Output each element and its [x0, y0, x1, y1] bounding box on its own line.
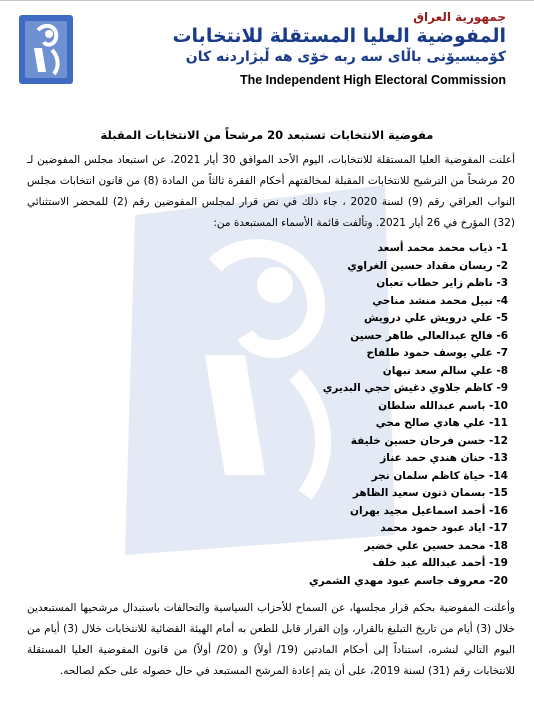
list-item: [208, 485, 508, 503]
commission-name-kurdish: كۆميسيۆنی باڵای سه ربه خۆی هه ڵبژاردنه كان: [185, 49, 506, 65]
list-item-number: 15-: [489, 487, 508, 499]
list-item: [208, 468, 508, 486]
list-item-number: 16-: [489, 504, 508, 517]
candidate-name: حسن فرحان حسين خليفة: [350, 434, 486, 447]
list-item-number: 8-: [496, 364, 508, 377]
candidate-name: حنان هندي حمد عناز: [380, 452, 486, 464]
candidate-name: علي سالم سعد نبهان: [382, 364, 493, 377]
list-item-number: 19-: [489, 557, 508, 569]
candidate-name: ناظم زاير حطاب تعبان: [376, 277, 493, 289]
list-item: [208, 538, 508, 556]
list-item: [208, 573, 508, 591]
list-item-number: 2-: [496, 259, 508, 272]
ihec-logo-icon: [16, 12, 76, 87]
list-item: [208, 258, 508, 276]
list-item: [208, 520, 508, 538]
list-item: [208, 450, 508, 468]
candidate-name: كاظم جلاوي دغيش حجي البديري: [322, 382, 493, 394]
list-item-number: 3-: [496, 277, 508, 289]
list-item: [208, 363, 508, 381]
list-item: [208, 398, 508, 416]
list-item-number: 20-: [489, 574, 508, 587]
list-item-number: 18-: [489, 539, 508, 552]
candidate-name: معروف جاسم عبود مهدي الشمري: [309, 574, 486, 587]
list-item: [208, 275, 508, 293]
candidate-name: اياد عبود حمود محمد: [380, 522, 486, 534]
list-item-number: 9-: [496, 382, 508, 394]
list-item-number: 14-: [489, 469, 508, 482]
list-item: [208, 345, 508, 363]
list-item-number: 10-: [489, 399, 508, 412]
candidate-name: بسمان ذنون سعيد الظاهر: [352, 487, 486, 499]
list-item-number: 12-: [489, 434, 508, 447]
candidate-name: محمد حسين علي خضير: [364, 539, 486, 552]
article-title: مفوضية الانتخابات تستبعد 20 مرشحاً من الانتخابات المقبلة: [100, 128, 434, 142]
list-item: [208, 555, 508, 573]
list-item: [208, 503, 508, 521]
list-item: [208, 240, 508, 258]
list-item: [208, 380, 508, 398]
list-item-number: 5-: [496, 312, 508, 324]
list-item-number: 4-: [496, 294, 508, 307]
candidate-name: حياة كاظم سلمان نجر: [371, 469, 486, 482]
republic-label: جمهورية العراق: [413, 10, 506, 24]
candidate-name: أحمد عبدالله عبد خلف: [372, 557, 486, 569]
candidate-name: فالح عبدالعالي طاهر حسين: [350, 329, 493, 342]
candidate-name: علي يوسف حمود طلفاح: [366, 347, 493, 359]
list-item: [208, 293, 508, 311]
commission-name-english: The Independent High Electoral Commission: [239, 73, 506, 87]
candidate-name: ريسان مقداد حسين الغراوي: [347, 259, 493, 272]
list-item: [208, 310, 508, 328]
list-item: [208, 328, 508, 346]
list-item-number: 7-: [496, 347, 508, 359]
excluded-candidates-list: [208, 240, 508, 590]
list-item-number: 17-: [489, 522, 508, 534]
list-item: [208, 433, 508, 451]
list-item-number: 6-: [496, 329, 508, 342]
intro-paragraph: أعلنت المفوضية العليا المستقلة للانتخابات، اليوم الأحد الموافق 30 أيار 2021، عن استبعاد مجلس المفوضين لـ 20 مرشحاً من الترشيح للانتخابات المقبلة لمخالفتهم أحكام الفقرة ثالثاً من المادة (8) من قانون انتخابات مجلس النواب العراقي رقم (9) لسنة 2020 ، جاء ذلك في نص قرار لمجلس المفوضين رقم (2) للمحضر الاستثنائي (32) المؤرخ في 26 أيار 2021. وتألفت قائمة الأسماء المستبعدة من:: [27, 154, 515, 229]
list-item-number: 13-: [489, 452, 508, 464]
closing-paragraph: وأعلنت المفوضية بحكم قرار مجلسها، عن السماح للأحزاب السياسية والتحالفات باستبدال مرشحيها المستبعدين خلال (3) أيام من تاريخ التبليغ بالقرار، وإن القرار قابل للطعن به أمام الهيئة القضائية للانتخابات خلال (3) أيام من اليوم التالي لنشره، استناداً إلى أحكام المادتين (19/ أولاً) و (20/ أولاً) من قانون المفوضية العليا المستقلة للانتخابات رقم (31) لسنة 2019، على أن يتم إعادة المرشح المستبعد في حال حصوله على حكم لصالحه.: [27, 602, 515, 677]
candidate-name: علي هادي صالح محي: [375, 417, 486, 429]
list-item-number: 11-: [489, 417, 508, 429]
list-item-number: 1-: [496, 242, 508, 254]
commission-name-arabic: المفوضية العليا المستقلة للانتخابات: [172, 25, 506, 47]
candidate-name: أحمد اسماعيل مجيد بهران: [349, 504, 486, 517]
candidate-name: باسم عبدالله سلطان: [378, 399, 486, 412]
list-item: [208, 415, 508, 433]
candidate-name: نبيل محمد منشد مناحي: [372, 294, 493, 307]
candidate-name: ذياب محمد محمد أسعد: [377, 242, 493, 254]
candidate-name: علي درويش علي درويش: [364, 312, 493, 324]
letterhead: [0, 0, 534, 100]
